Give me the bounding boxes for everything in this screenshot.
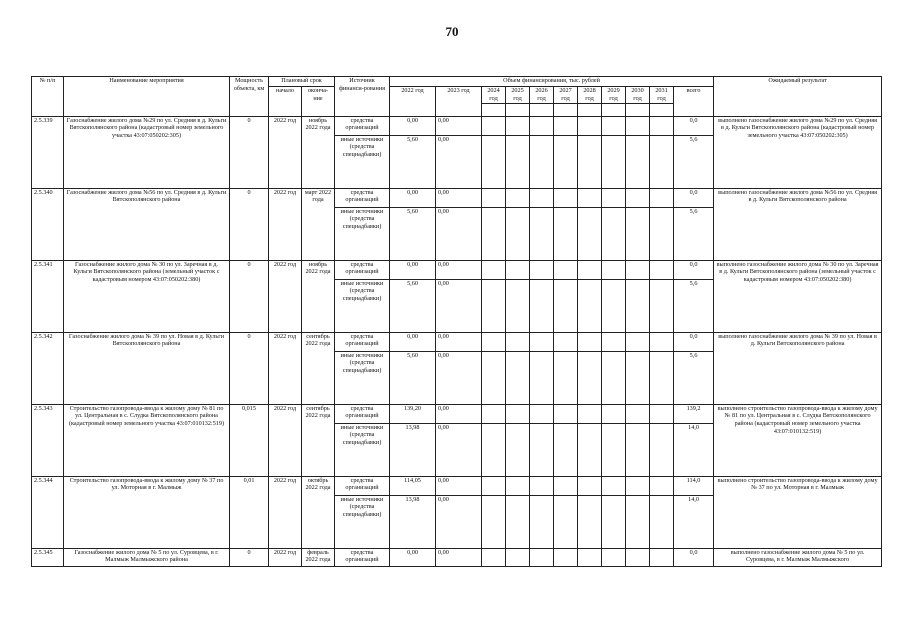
source-org: средства организаций — [335, 188, 390, 207]
header-result: Ожидаемый результат — [714, 77, 882, 117]
row-start: 2022 год — [269, 332, 302, 404]
header-2026: 2026 год — [530, 87, 554, 104]
row-num: 2.5.339 — [32, 116, 64, 188]
header-end: оконча-ние — [302, 87, 335, 117]
value-2022: 0,00 — [390, 332, 436, 351]
source-other: иные источники (средства спецнадбавки) — [335, 423, 390, 476]
value-2023: 0,00 — [436, 279, 482, 332]
row-num: 2.5.344 — [32, 476, 64, 548]
header-term: Плановый срок — [269, 77, 335, 87]
row-name: Газоснабжение жилого дома № 30 по ул. Заречная в д. Кульги Вятскополянского района (земельный участок с кадастровым номером 43:07:050202:380) — [64, 260, 230, 332]
value-2023: 0,00 — [436, 207, 482, 260]
value-total: 139,2 — [674, 404, 714, 423]
row-start: 2022 год — [269, 548, 302, 566]
header-2031: 2031 год — [650, 87, 674, 104]
value-2022: 114,05 — [390, 476, 436, 495]
source-other: иные источники (средства спецнадбавки) — [335, 207, 390, 260]
value-2023: 0,00 — [436, 495, 482, 548]
row-name: Строительство газопровода-ввода к жилому дому № 37 по ул. Моторная в г. Малмыж — [64, 476, 230, 548]
header-start: начало — [269, 87, 302, 117]
value-2023: 0,00 — [436, 548, 482, 566]
row-num: 2.5.342 — [32, 332, 64, 404]
header-2028: 2028 год — [578, 87, 602, 104]
value-2022: 0,00 — [390, 548, 436, 566]
table-row — [32, 188, 882, 207]
row-end: ноябрь 2022 года — [302, 116, 335, 188]
row-start: 2022 год — [269, 476, 302, 548]
row-result: выполнено газоснабжение жилого дома № 30 по ул. Заречная в д. Кульги Вятскополянского района (земельный участок с кадастровым номером 43:07:050202:380) — [714, 260, 882, 332]
header-name: Наименование мероприятия — [64, 77, 230, 117]
source-org: средства организаций — [335, 548, 390, 566]
row-num: 2.5.340 — [32, 188, 64, 260]
row-result: выполнено газоснабжение жилого дома № 39 по ул. Новая в д. Кульги Вятскополянского района — [714, 332, 882, 404]
page-number: 70 — [445, 24, 459, 39]
row-capacity: 0 — [230, 188, 269, 260]
row-result: выполнено газоснабжение жилого дома № 5 по ул. Суровцева, в г. Малмыж Малмыжского — [714, 548, 882, 566]
row-capacity: 0 — [230, 548, 269, 566]
value-2023: 0,00 — [436, 404, 482, 423]
row-result: выполнено строительство газопровода-ввода к жилому дому № 37 по ул. Моторная в г. Малмыж — [714, 476, 882, 548]
value-2022: 5,60 — [390, 207, 436, 260]
table-row — [32, 332, 882, 351]
value-total: 0,0 — [674, 116, 714, 135]
header-2024: 2024 год — [482, 87, 506, 104]
row-end: ноябрь 2022 года — [302, 260, 335, 332]
row-end: октябрь 2022 года — [302, 476, 335, 548]
source-org: средства организаций — [335, 260, 390, 279]
financing-table — [31, 76, 882, 567]
value-total: 5,6 — [674, 135, 714, 188]
source-org: средства организаций — [335, 332, 390, 351]
value-total: 0,0 — [674, 188, 714, 207]
value-2023: 0,00 — [436, 423, 482, 476]
source-org: средства организаций — [335, 116, 390, 135]
row-name: Строительство газопровода-ввода к жилому дому № 81 по ул. Центральная в с. Слудка Вятскополянского района (кадастровый номер земельного участка 43:07:010132:519) — [64, 404, 230, 476]
row-result: выполнено строительство газопровода-ввода к жилому дому № 81 по ул. Центральная в с. Слудка Вятскополянского района (кадастровый номер земельного участка 43:07:010132:519) — [714, 404, 882, 476]
table-row — [32, 548, 882, 566]
row-name: Газоснабжение жилого дома №29 по ул. Средняя в д. Кульги Вятскополянского района (кадастровый номер земельного участка 43:07:050202:305) — [64, 116, 230, 188]
table-row — [32, 476, 882, 495]
value-2022: 5,60 — [390, 135, 436, 188]
value-2022: 13,98 — [390, 495, 436, 548]
value-2022: 0,00 — [390, 188, 436, 207]
value-2022: 13,98 — [390, 423, 436, 476]
value-total: 0,0 — [674, 260, 714, 279]
row-num: 2.5.343 — [32, 404, 64, 476]
source-other: иные источники (средства спецнадбавки) — [335, 495, 390, 548]
value-2023: 0,00 — [436, 332, 482, 351]
header-2025: 2025 год — [506, 87, 530, 104]
row-start: 2022 год — [269, 404, 302, 476]
value-total: 5,6 — [674, 207, 714, 260]
table-row — [32, 404, 882, 423]
value-total: 0,0 — [674, 332, 714, 351]
row-end: сентябрь 2022 года — [302, 332, 335, 404]
value-total: 5,6 — [674, 351, 714, 404]
table-row — [32, 116, 882, 135]
value-total: 5,6 — [674, 279, 714, 332]
row-result: выполнено газоснабжение жилого дома №56 по ул. Средняя в д. Кульги Вятскополянского района — [714, 188, 882, 260]
value-2022: 5,60 — [390, 351, 436, 404]
table-row — [32, 260, 882, 279]
source-other: иные источники (средства спецнадбавки) — [335, 135, 390, 188]
row-name: Газоснабжение жилого дома № 5 по ул. Суровцева, в г. Малмыж Малмыжского района — [64, 548, 230, 566]
row-capacity: 0,015 — [230, 404, 269, 476]
header-2030: 2030 год — [626, 87, 650, 104]
source-other: иные источники (средства спецнадбавки) — [335, 351, 390, 404]
value-2023: 0,00 — [436, 188, 482, 207]
row-start: 2022 год — [269, 260, 302, 332]
value-2023: 0,00 — [436, 476, 482, 495]
header-2027: 2027 год — [554, 87, 578, 104]
value-total: 114,0 — [674, 476, 714, 495]
header-capacity: Мощность объекта, км — [230, 77, 269, 117]
row-capacity: 0 — [230, 116, 269, 188]
value-2022: 5,60 — [390, 279, 436, 332]
header-2023: 2023 год — [436, 87, 482, 117]
value-2023: 0,00 — [436, 135, 482, 188]
row-name: Газоснабжение жилого дома №56 по ул. Средняя в д. Кульги Вятскополянского района — [64, 188, 230, 260]
header-source: Источник финанси-рования — [335, 77, 390, 117]
row-num: 2.5.345 — [32, 548, 64, 566]
value-total: 14,0 — [674, 495, 714, 548]
value-total: 14,0 — [674, 423, 714, 476]
source-other: иные источники (средства спецнадбавки) — [335, 279, 390, 332]
row-capacity: 0 — [230, 260, 269, 332]
source-org: средства организаций — [335, 404, 390, 423]
row-capacity: 0,01 — [230, 476, 269, 548]
value-2022: 0,00 — [390, 116, 436, 135]
value-total: 0,0 — [674, 548, 714, 566]
row-start: 2022 год — [269, 116, 302, 188]
header-2022: 2022 год — [390, 87, 436, 117]
value-2023: 0,00 — [436, 116, 482, 135]
value-2022: 139,20 — [390, 404, 436, 423]
row-end: февраль 2022 года — [302, 548, 335, 566]
row-name: Газоснабжение жилого дома № 39 по ул. Новая в д. Кульги Вятскополянского района — [64, 332, 230, 404]
header-volume: Объем финансирования, тыс. рублей — [390, 77, 714, 87]
row-num: 2.5.341 — [32, 260, 64, 332]
header-num: № п/п — [32, 77, 64, 117]
source-org: средства организаций — [335, 476, 390, 495]
row-end: март 2022 года — [302, 188, 335, 260]
value-2023: 0,00 — [436, 351, 482, 404]
header-2029: 2029 год — [602, 87, 626, 104]
row-start: 2022 год — [269, 188, 302, 260]
header-total: всего — [674, 87, 714, 117]
row-capacity: 0 — [230, 332, 269, 404]
value-2022: 0,00 — [390, 260, 436, 279]
row-result: выполнено газоснабжение жилого дома №29 по ул. Средняя в д. Кульги Вятскополянского района (кадастровый номер земельного участка 43:07:050202:305) — [714, 116, 882, 188]
row-end: сентябрь 2022 года — [302, 404, 335, 476]
value-2023: 0,00 — [436, 260, 482, 279]
